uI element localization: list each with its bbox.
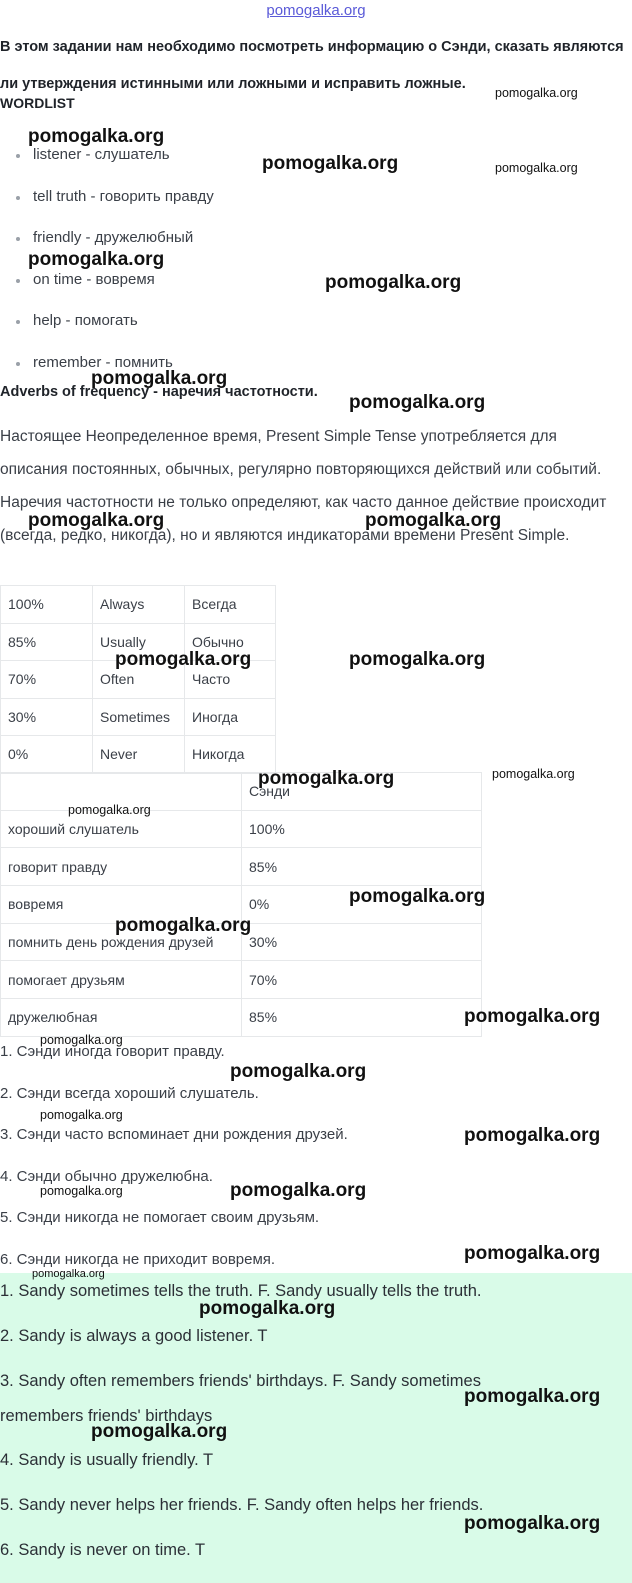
wordlist-item: on time - вовремя [0,265,214,307]
table-cell: Обычно [185,623,276,661]
table-cell: 0% [1,736,93,774]
watermark: pomogalka.org [115,649,252,670]
table-cell: Sometimes [93,698,185,736]
answer-line: 5. Sandy never helps her friends. F. Sandy often helps her friends. [0,1496,484,1514]
table-cell: говорит правду [1,848,242,886]
table-row [1,586,276,624]
watermark: pomogalka.org [40,1033,123,1047]
table-cell: 30% [1,698,93,736]
statement-item: 2. Сэнди всегда хороший слушатель. [0,1084,259,1102]
table-cell: Never [93,736,185,774]
table-cell: Часто [185,661,276,699]
statement-item: 1. Сэнди иногда говорит правду. [0,1043,225,1060]
watermark: pomogalka.org [40,1184,123,1198]
table-cell: 30% [242,923,482,961]
table-cell: Сэнди [242,773,482,811]
table-row [1,848,482,886]
watermark: pomogalka.org [28,249,165,270]
table-cell: Никогда [185,736,276,774]
table-cell: вовремя [1,886,242,924]
table-row [1,736,276,774]
watermark: pomogalka.org [230,1180,367,1201]
wordlist-heading: WORDLIST [0,95,75,111]
statement-item: 6. Сэнди никогда не приходит вовремя. [0,1250,276,1268]
watermark: pomogalka.org [91,368,228,389]
table-cell: Usually [93,623,185,661]
answer-line: remembers friends' birthdays [0,1407,213,1425]
watermark: pomogalka.org [262,153,399,174]
statement-item: 3. Сэнди часто вспоминает дни рождения друзей. [0,1126,348,1143]
answer-line: 2. Sandy is always a good listener. T [0,1327,268,1345]
statement-item: 4. Сэнди обычно дружелюбна. [0,1167,213,1185]
watermark: pomogalka.org [40,1108,123,1122]
wordlist-item: help - помогать [0,306,214,348]
table-row [1,961,482,999]
table-cell: 85% [242,848,482,886]
table-cell: хороший слушатель [1,810,242,848]
table-row [1,999,482,1037]
table-cell: помнить день рождения друзей [1,923,242,961]
table-cell: Всегда [185,586,276,624]
watermark: pomogalka.org [28,510,165,531]
watermark: pomogalka.org [495,161,578,175]
table-cell: Иногда [185,698,276,736]
answer-line: 1. Sandy sometimes tells the truth. F. Sandy usually tells the truth. [0,1282,482,1300]
watermark: pomogalka.org [464,1513,601,1534]
watermark: pomogalka.org [68,803,151,817]
table-cell: 0% [242,886,482,924]
answer-line: 4. Sandy is usually friendly. T [0,1451,214,1469]
table-cell: 70% [1,661,93,699]
table-cell: помогает друзьям [1,961,242,999]
wordlist-item: friendly - дружелюбный [0,223,214,265]
present-simple-paragraph: Настоящее Неопределенное время, Present Simple Tense употребляется для описания постоянных, обычных, регулярно повторяющихся действий или событий. Наречия частотности не только определяют, как часто данное действие происходит (всегда, редко, никогда), но и являются индикаторами времени Present Simple. [0,428,607,544]
answer-line: 3. Sandy often remembers friends' birthdays. F. Sandy sometimes [0,1372,481,1390]
watermark: pomogalka.org [258,768,395,789]
watermark: pomogalka.org [349,649,486,670]
table-cell: 100% [1,586,93,624]
wordlist-item: remember - помнить [0,348,214,390]
wordlist-item: listener - слушатель [0,140,214,182]
watermark: pomogalka.org [230,1061,367,1082]
frequency-table [0,585,276,774]
table-cell: 85% [242,999,482,1037]
watermark: pomogalka.org [464,1006,601,1027]
watermark: pomogalka.org [199,1298,336,1319]
watermark: pomogalka.org [464,1243,601,1264]
watermark: pomogalka.org [464,1386,601,1407]
table-cell: 70% [242,961,482,999]
statement-item: 5. Сэнди никогда не помогает своим друзьям. [0,1209,320,1226]
adverbs-heading: Adverbs of frequency - наречия частотности. [0,384,318,400]
watermark: pomogalka.org [115,915,252,936]
task-intro: В этом задании нам необходимо посмотреть информацию о Сэнди, сказать являются ли утверждения истинными или ложными и исправить ложные. [0,39,624,92]
wordlist-item: tell truth - говорить правду [0,182,214,224]
watermark: pomogalka.org [32,1268,105,1280]
table-cell: Often [93,661,185,699]
table-cell: 85% [1,623,93,661]
table-cell: 100% [242,810,482,848]
watermark: pomogalka.org [325,272,462,293]
watermark: pomogalka.org [365,510,502,531]
watermark: pomogalka.org [492,767,575,781]
table-cell: дружелюбная [1,999,242,1037]
header-site-link[interactable]: pomogalka.org [266,2,366,19]
table-cell: Always [93,586,185,624]
answer-line: 6. Sandy is never on time. T [0,1541,206,1559]
watermark: pomogalka.org [28,126,165,147]
table-row [1,698,276,736]
watermark: pomogalka.org [495,86,578,100]
watermark: pomogalka.org [91,1421,228,1442]
watermark: pomogalka.org [464,1125,601,1146]
watermark: pomogalka.org [349,886,486,907]
watermark: pomogalka.org [349,392,486,413]
